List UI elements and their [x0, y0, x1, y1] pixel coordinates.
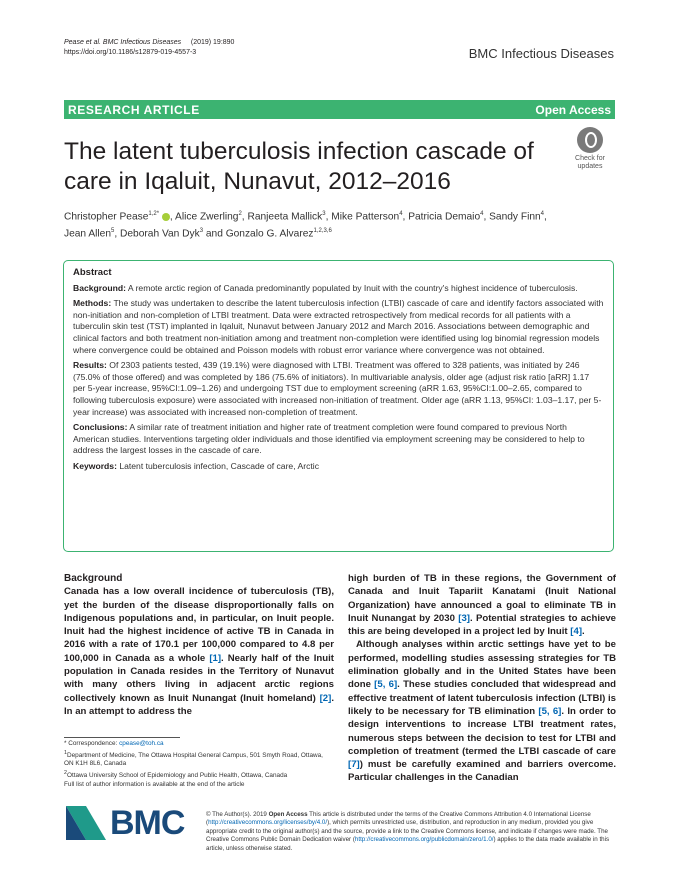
abstract-results-label: Results: — [73, 360, 107, 371]
body-column-left — [64, 572, 334, 718]
check-updates-icon — [577, 127, 603, 153]
abstract-heading: Abstract — [73, 267, 112, 278]
abstract-results — [73, 360, 604, 418]
author-info-note: Full list of author information is available at the end of the article — [64, 780, 245, 788]
article-type-label: RESEARCH ARTICLE — [68, 103, 200, 117]
author-name[interactable]: Deborah Van Dyk — [120, 228, 200, 240]
body-text: . — [582, 626, 585, 638]
citation-volume: (2019) 19:890 — [190, 39, 235, 46]
author-name[interactable]: Sandy Finn — [489, 211, 541, 223]
author-affiliation: 4 — [540, 211, 545, 217]
abstract-keywords-text: Latent tuberculosis infection, Cascade of care, Arctic — [119, 460, 319, 471]
citation-journal: BMC Infectious Diseases — [102, 39, 182, 46]
open-access-label: Open Access — [535, 103, 611, 117]
body-text: Canada has a low overall incidence of tuberculosis (TB), yet the burden of the disease disproportionally falls on Indigenous populations and, in particular, on Inuit people. Inuit had the highest incidence of active TB in Canada in 2016 with a rate of 170.1 per 100,000 compared to 4.8 per 100,000 in Canada as a whole — [64, 586, 334, 664]
citation-link[interactable]: [5, 6] — [374, 679, 398, 691]
author-name[interactable]: Patricia Demaio — [408, 211, 481, 223]
license-link[interactable]: http://creativecommons.org/licenses/by/4.0/ — [208, 819, 328, 827]
body-text: . Nearly half of the Inuit population in Canada resides in the Territory of Nunavut with many others living in adjacent arctic regions collectively known as Inuit Nunangat (Inuit homeland) — [64, 652, 335, 704]
citation-link[interactable]: [2] — [319, 692, 332, 704]
license-copyright: © The Author(s). 2019 — [206, 811, 269, 818]
abstract-background — [73, 283, 604, 295]
citation-authors: Pease et al. — [64, 39, 101, 46]
author-name[interactable]: Gonzalo G. Alvarez — [225, 228, 314, 240]
article-type-banner — [64, 100, 615, 119]
body-text: ) must be carefully examined and barriers overcome. Particular challenges in the Canadian — [348, 759, 616, 784]
citation-link[interactable]: [1] — [209, 652, 222, 664]
body-text: . These studies concluded that widespread and effective treatment of latent tuberculosis infection (LTBI) is likely to be necessary for TB elimination — [348, 679, 616, 717]
affiliation-1: Department of Medicine, The Ottawa Hospital General Campus, 501 Smyth Road, Ottawa, ON K1H 8L6, Canada — [64, 751, 323, 768]
affiliation-2: Ottawa University School of Epidemiology and Public Health, Ottawa, Canada — [66, 772, 288, 780]
author-name[interactable]: Ranjeeta Mallick — [247, 211, 323, 223]
body-text: . In order to design interventions to increase LTBI treatment rates, numerous steps between the decision to test for LTBI and completion of treatment (termed the LTBI cascade of care — [348, 705, 616, 757]
author-list: Christopher Pease$^{1,2*}$ , Alice Zwerling$^2$, Ranjeeta Mallick$^3$, Mike Patterson$^4$, Patricia Demaio$^4$, Sandy Finn$^4$, Jean Allen$^5$, Deborah Van Dyk$^3$ and Gonzalo G. Alvarez$^{1,2,3,6}$ — [64, 211, 547, 240]
doi-link[interactable]: https://doi.org/10.1186/s12879-019-4557-3 — [64, 49, 197, 56]
abstract-results-text: Of 2303 patients tested, 439 (19.1%) were diagnosed with LTBI. Treatment was offered to 328 patients, was initiated by 246 (75.0% of those offered) and was completed by 186 (75.6% of initiators). In multivariable analysis, older age (adjust risk ratio [aRR] 1.17 per 5-year increase, 95%CI:1.09–1.26) and undergoing TST due to employment screening (aRR 1.63, 95%CI:1.00–2.65, compared to following tuberculosis exposure) were associated with increased non-initiation of treatment. Older age (aRR 1.13, 95%CI: 1.03–1.17, per 5-year increase) was associated with increased non-completion of treatment. — [73, 360, 602, 417]
public-domain-link[interactable]: http://creativecommons.org/publicdomain/zero/1.0/ — [354, 836, 494, 844]
author-affiliation: 3 — [199, 228, 204, 235]
author-name[interactable]: Christopher Pease — [64, 211, 149, 223]
abstract-methods — [73, 298, 604, 356]
journal-name: BMC Infectious Diseases — [468, 46, 614, 61]
bmc-logo — [66, 804, 194, 844]
abstract-box — [63, 260, 614, 552]
citation-link[interactable]: [7] — [348, 759, 360, 771]
author-affiliation: 1,2* — [148, 211, 160, 217]
author-affiliation: 2 — [238, 211, 242, 217]
body-column-right — [348, 572, 616, 785]
footnotes: * Correspondence: cpease@toh.ca $^1$Department of Medicine, The Ottawa Hospital General Campus, 501 Smyth Road, Ottawa, ON K1H 8L6, Canada $^2$Ottawa University School of Epidemiology and Public Health, Ottawa, Canada Full list of author information is available at the end of the article — [64, 740, 334, 789]
license-body: ), which permits unrestricted use, distribution, and reproduction in any medium, provided you give appropriate credit to the original author(s) and the source, provide a link to the Creative Commons license, and indicate if changes were made. The Creative Commons Public Domain Dedication waiver ( — [206, 819, 608, 844]
abstract-keywords — [73, 461, 604, 473]
correspondence-email[interactable]: cpease@toh.ca — [119, 740, 164, 747]
citation-header — [64, 38, 234, 58]
orcid-icon[interactable] — [162, 213, 170, 221]
abstract-keywords-label: Keywords: — [73, 460, 117, 471]
author-affiliation: 5 — [111, 228, 115, 235]
body-text: high burden of TB in these regions, the Government of Canada and Inuit Tapariit Kanatami (Inuit National Organization) have announced a goal to eliminate TB in Inuit Nunangat by 2030 — [348, 573, 616, 624]
correspondence-label: * Correspondence: — [64, 740, 120, 747]
abstract-conclusions — [73, 422, 604, 457]
body-text: Although analyses within arctic settings have yet to be performed, modelling studies assessing strategies for TB elimination globally and in the United States have been done — [348, 639, 616, 691]
bmc-logo-mark — [66, 806, 106, 840]
author-name[interactable]: Mike Patterson — [331, 211, 400, 223]
abstract-background-text: A remote arctic region of Canada predominantly populated by Inuit with the country's highest incidence of tuberculosis. — [127, 282, 578, 293]
author-affiliation: 3 — [322, 211, 326, 217]
license-text — [206, 811, 616, 853]
abstract-methods-label: Methods: — [73, 298, 112, 309]
license-body: This article is distributed under the terms of the Creative Commons Attribution 4.0 International License ( — [206, 811, 591, 827]
bmc-logo-text: BMC — [110, 804, 185, 842]
footnote-divider — [64, 737, 180, 738]
author-name[interactable]: Alice Zwerling — [175, 211, 239, 223]
author-affiliation: 1,2,3,6 — [313, 228, 332, 235]
citation-link[interactable]: [3] — [458, 612, 470, 624]
citation-link[interactable]: [5, 6] — [538, 705, 562, 717]
abstract-methods-text: The study was undertaken to describe the latent tuberculosis infection (LTBI) cascade of care and identify factors associated with non-initiation and non-completion of LTBI treatment. Data were extracted retrospectively from medical records for all patients with a tuberculin skin test (TST) implanted in Iqaluit, Nunavut between January 2012 and March 2016. Associations between demographic and clinical factors and both treatment non-initiation among and treatment non-completion were identified using log binomial regression models where convergence could be obtained and Poisson models with robust error variance where convergence was not obtained. — [73, 298, 604, 355]
citation-link[interactable]: [4] — [570, 626, 583, 638]
author-affiliation: 4 — [399, 211, 403, 217]
abstract-conclusions-text: A similar rate of treatment initiation and higher rate of treatment completion were found compared to previous North American studies. Interventions targeting older individuals and those identified via employment screening may be considered to help to address the largest losses in the cascade of care. — [73, 422, 585, 456]
check-updates-label: Check for updates — [575, 155, 605, 170]
section-heading: Background — [64, 573, 123, 584]
article-title: The latent tuberculosis infection cascade of care in Iqaluit, Nunavut, 2012–2016 — [64, 138, 534, 195]
abstract-background-label: Background: — [73, 282, 126, 293]
license-open-access: Open Access — [268, 811, 308, 818]
author-name[interactable]: Jean Allen — [64, 228, 112, 240]
license-body: ) applies to the data made available in this article, unless otherwise stated. — [206, 836, 610, 852]
check-for-updates-button[interactable] — [566, 127, 614, 177]
body-text: . In an attempt to address the — [64, 692, 334, 717]
body-text: . Potential strategies to achieve this are being developed in a project led by Inuit — [348, 612, 616, 638]
author-affiliation: 4 — [480, 211, 484, 217]
abstract-conclusions-label: Conclusions: — [73, 422, 128, 433]
